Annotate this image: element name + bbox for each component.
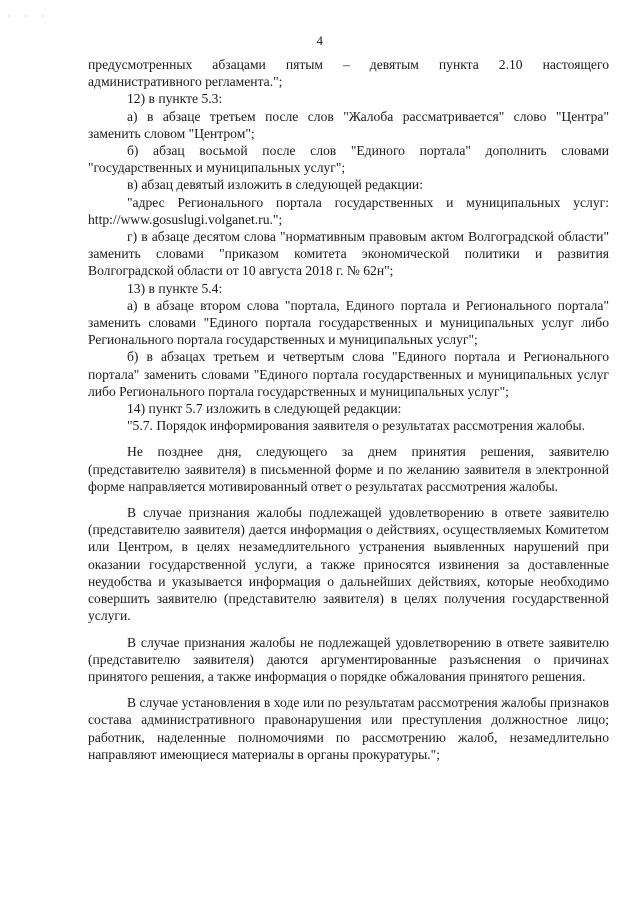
document-body xyxy=(88,56,609,763)
paragraph: б) в абзацах третьем и четвертым слова "Единого портала и Регионального портала" заменить словами "Единого портала государственных и муниципальных услуг либо Регионального портала государственных и муниципальных услуг"; xyxy=(88,349,609,399)
paragraph: 13) в пункте 5.4: xyxy=(127,280,223,296)
paragraph: а) в абзаце втором слова "портала, Единого портала и Регионального портала" заменить словами "Единого портала государственных и муниципальных услуг либо Регионального портала государственных и муниципальных услуг"; xyxy=(88,297,609,348)
paragraph: а) в абзаце третьем после слов "Жалоба рассматривается" слово "Центра" заменить словом "Центром"; xyxy=(88,108,609,141)
paragraph: г) в абзаце десятом слова "нормативным правовым актом Волгоградской области" заменить словами "приказом комитета экономической политики и развития Волгоградской области от 10 августа 2018 г. № 62н"; xyxy=(88,229,609,279)
paragraph: "5.7. Порядок информирования заявителя о результатах рассмотрения жалобы. xyxy=(127,418,586,434)
paragraph: В случае установления в ходе или по результатам рассмотрения жалобы признаков состава административного правонарушения или преступления должностное лицо; работник, наделенные полномочиями по рассмотрению жалоб, незамедлительно направляют имеющиеся материалы в органы прокуратуры."; xyxy=(88,695,609,762)
paragraph: 12) в пункте 5.3: xyxy=(127,91,223,107)
scan-corner-mark: · · · xyxy=(8,12,50,21)
paragraph: 14) пункт 5.7 изложить в следующей редакции: xyxy=(127,401,402,417)
page-number: 4 xyxy=(316,33,324,48)
paragraph: предусмотренных абзацами пятым – девятым пункта 2.10 настоящего административного регламента."; xyxy=(88,57,609,90)
paragraph: в) абзац девятый изложить в следующей редакции: xyxy=(127,177,423,193)
paragraph: б) абзац восьмой после слов "Единого портала" дополнить словами "государственных и муниципальных услуг"; xyxy=(88,143,609,176)
paragraph: В случае признания жалобы подлежащей удовлетворению в ответе заявителю (представителю заявителя) дается информация о действиях, осуществляемых Комитетом или Центром, в целях незамедлительного устранения выявленных нарушений при оказании государственной услуги, а также приносятся извинения за доставленные неудобства и указывается информация о дальнейших действиях, которые необходимо совершить заявителю (представителю заявителя) в целях получения государственной услуги. xyxy=(88,505,609,624)
paragraph: "адрес Регионального портала государственных и муниципальных услуг: http://www.gosuslugi.volganet.ru."; xyxy=(88,194,609,227)
paragraph: Не позднее дня, следующего за днем принятия решения, заявителю (представителю заявителя) в письменной форме и по желанию заявителя в электронной форме направляется мотивированный ответ о результатах рассмотрения жалобы. xyxy=(88,444,609,494)
paragraph: В случае признания жалобы не подлежащей удовлетворению в ответе заявителю (представителю заявителя) даются аргументированные разъяснения о причинах принятого решения, а также информация о порядке обжалования принятого решения. xyxy=(88,634,609,684)
